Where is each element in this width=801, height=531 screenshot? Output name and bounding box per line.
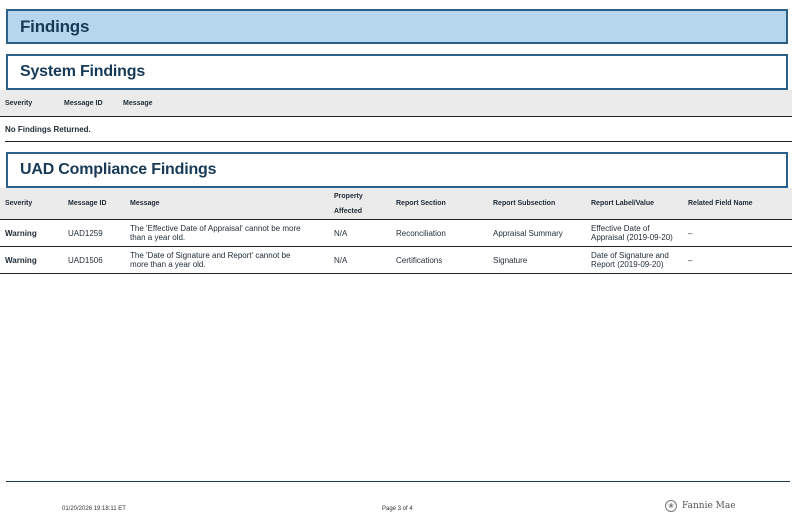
label-line2: Report (2019-09-20) — [591, 260, 664, 269]
message-cell — [130, 247, 291, 273]
system-findings-header-row — [0, 90, 792, 117]
fannie-mae-logo — [665, 500, 736, 512]
footer-timestamp: 01/20/2026 19:18:11 ET — [62, 506, 126, 512]
header-report-label: Report Label/Value — [591, 200, 655, 207]
header-report-section: Report Section — [396, 200, 446, 207]
label-line1: Effective Date of — [591, 224, 650, 233]
findings-title: Findings — [20, 16, 90, 36]
uad-findings-title: UAD Compliance Findings — [20, 161, 217, 178]
uad-findings-banner — [6, 152, 788, 188]
footer-divider — [6, 481, 790, 482]
subsection-cell: Appraisal Summary — [493, 228, 563, 238]
header-property-line2: Affected — [334, 207, 363, 215]
related-cell: – — [688, 255, 693, 265]
message-cell — [130, 220, 301, 246]
system-findings-title: System Findings — [20, 63, 146, 80]
severity-cell: Warning — [5, 228, 37, 238]
message-line2: than a year old. — [130, 233, 186, 242]
label-line2: Appraisal (2019-09-20) — [591, 233, 673, 242]
severity-cell: Warning — [5, 255, 37, 265]
header-report-subsection: Report Subsection — [493, 200, 556, 207]
header-property-affected — [334, 188, 363, 219]
footer-page-number: Page 3 of 4 — [382, 506, 413, 512]
fannie-mae-logo-icon: ❀ — [665, 500, 677, 512]
message-line1: The 'Effective Date of Appraisal' cannot be more — [130, 224, 301, 233]
header-message-id: Message ID — [64, 99, 103, 107]
message-line2: more than a year old. — [130, 260, 206, 269]
fannie-mae-logo-text: Fannie Mae — [682, 501, 736, 511]
label-cell — [591, 247, 669, 273]
header-message-id: Message ID — [68, 200, 107, 207]
section-cell: Reconciliation — [396, 228, 446, 238]
header-message: Message — [130, 200, 160, 207]
header-message: Message — [123, 99, 153, 107]
message-line1: The 'Date of Signature and Report' cannot be — [130, 251, 291, 260]
header-property-line1: Property — [334, 192, 363, 200]
header-severity: Severity — [5, 99, 33, 107]
system-findings-banner — [6, 54, 788, 90]
header-related-field: Related Field Name — [688, 200, 753, 207]
property-cell: N/A — [334, 228, 348, 238]
section-cell: Certifications — [396, 255, 443, 265]
property-cell: N/A — [334, 255, 348, 265]
header-severity: Severity — [5, 200, 33, 207]
message-id-cell: UAD1506 — [68, 255, 103, 265]
table-row — [0, 220, 792, 247]
message-id-cell: UAD1259 — [68, 228, 103, 238]
uad-findings-header-row — [0, 188, 792, 220]
label-line1: Date of Signature and — [591, 251, 669, 260]
findings-banner — [6, 9, 788, 44]
related-cell: – — [688, 228, 693, 238]
label-cell — [591, 220, 673, 246]
no-findings-text: No Findings Returned. — [5, 120, 792, 142]
table-row — [0, 247, 792, 274]
subsection-cell: Signature — [493, 255, 528, 265]
